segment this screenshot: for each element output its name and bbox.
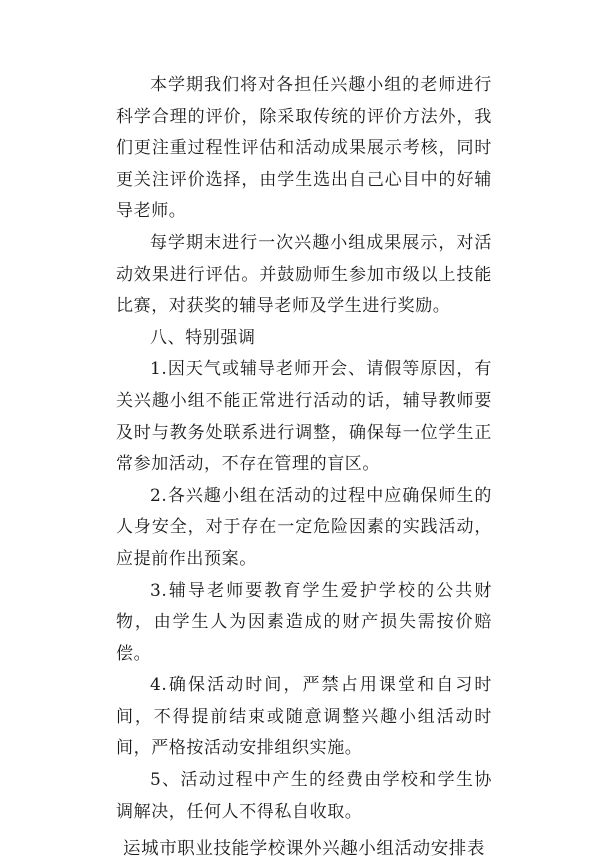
paragraph-showcase: 每学期末进行一次兴趣小组成果展示，对活动效果进行评估。并鼓励师生参加市级以上技能比赛，对获奖的辅导老师及学生进行奖励。 <box>116 232 492 317</box>
paragraph-evaluation: 本学期我们将对各担任兴趣小组的老师进行科学合理的评价，除采取传统的评价方法外，我们更注重过程性评估和活动成果展示考核，同时更关注评价选择，由学生选出自己心目中的好辅导老师。 <box>116 75 492 222</box>
list-item-1: 1.因天气或辅导老师开会、请假等原因，有关兴趣小组不能正常进行活动的话，辅导教师要及时与教务处联系进行调整，确保每一位学生正常参加活动，不存在管理的盲区。 <box>116 359 492 475</box>
list-item-4: 4.确保活动时间，严禁占用课堂和自习时间，不得提前结束或随意调整兴趣小组活动时间，严格按活动安排组织实施。 <box>116 675 492 759</box>
list-item-2: 2.各兴趣小组在活动的过程中应确保师生的人身安全，对于存在一定危险因素的实践活动，应提前作出预案。 <box>116 485 492 569</box>
document-body <box>116 70 492 866</box>
section-heading-special-emphasis: 八、特别强调 <box>150 327 256 348</box>
table-title: 运城市职业技能学校课外兴趣小组活动安排表 <box>123 839 485 860</box>
list-item-5: 5、活动过程中产生的经费由学校和学生协调解决，任何人不得私自收取。 <box>116 770 492 822</box>
list-item-3: 3.辅导老师要教育学生爱护学校的公共财物，由学生人为因素造成的财产损失需按价赔偿。 <box>116 580 492 664</box>
